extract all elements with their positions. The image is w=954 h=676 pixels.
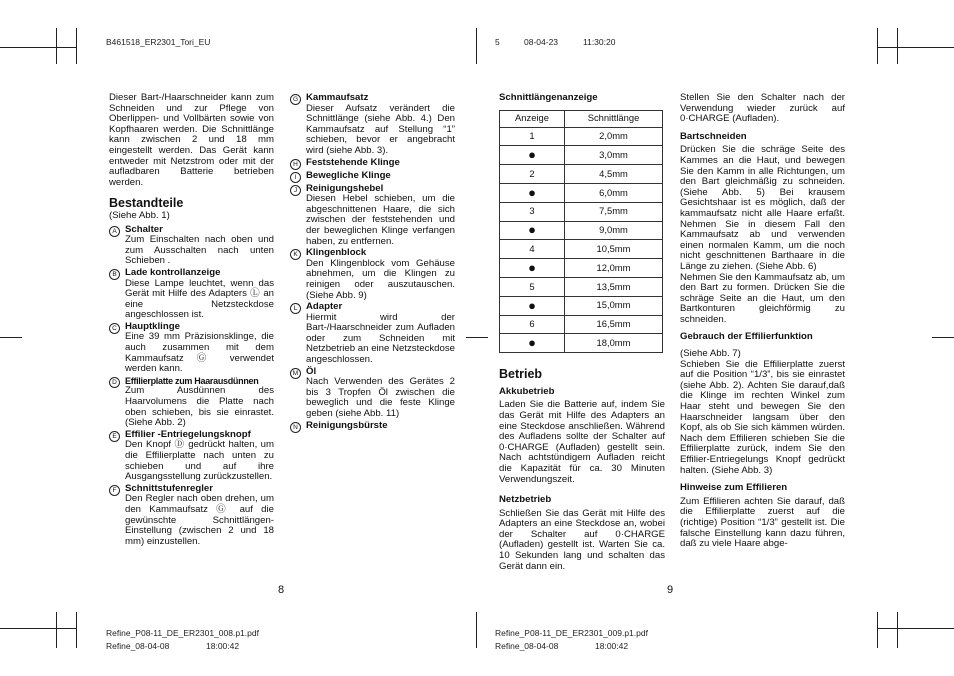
length-cell: 6,0mm xyxy=(564,183,662,202)
length-cell: 3,0mm xyxy=(564,146,662,165)
part-title: Effilierplatte zum Haarausdünnen xyxy=(125,375,259,386)
part-item xyxy=(290,248,455,301)
part-item xyxy=(109,322,274,375)
crop-mark xyxy=(932,337,954,338)
column-2 xyxy=(290,93,455,434)
indicator-cell: ● xyxy=(500,183,565,202)
table-row xyxy=(500,334,663,353)
length-cell: 13,5mm xyxy=(564,277,662,296)
part-item xyxy=(290,302,455,366)
crop-mark xyxy=(878,628,954,629)
table-row xyxy=(500,277,663,296)
part-description: Den Klingenblock vom Gehäuse abnehmen, um die Klingen zu reinigen oder auszutauschen. (Siehe Abb. 9) xyxy=(306,257,455,301)
indicator-cell: ● xyxy=(500,334,565,353)
section-title-betrieb: Betrieb xyxy=(499,367,543,382)
length-cell: 4,5mm xyxy=(564,165,662,184)
length-cell: 18,0mm xyxy=(564,334,662,353)
crop-mark xyxy=(76,28,77,64)
part-letter-badge: B xyxy=(109,269,120,280)
hinweis-paragraph: Zum Effilieren achten Sie darauf, daß die Effilierplatte zuerst auf die (richtige) Position “1/3” gestellt ist. Die falsche Einstellung kann dazu führen, daß zu viele Haare abge- xyxy=(680,495,845,550)
length-cell: 12,0mm xyxy=(564,259,662,278)
length-cell: 15,0mm xyxy=(564,296,662,315)
crop-mark xyxy=(0,628,76,629)
crop-mark xyxy=(897,612,898,648)
crop-mark xyxy=(76,612,77,648)
part-letter-badge: J xyxy=(290,185,301,196)
table-row xyxy=(500,221,663,240)
crop-mark xyxy=(897,28,898,64)
table-row xyxy=(500,146,663,165)
crop-mark xyxy=(878,47,954,48)
part-item xyxy=(290,367,455,420)
footer-date-right: Refine_08-04-08 xyxy=(495,641,559,651)
effil-subtitle: (Siehe Abb. 7) xyxy=(680,348,741,360)
subheading-bartschneiden: Bartschneiden xyxy=(680,130,747,142)
crop-mark xyxy=(466,337,488,338)
part-description: Nach Verwenden des Gerätes 2 bis 3 Tropfen Öl zwischen die beweglich und die feste Klinge geben (siehe Abb. 11) xyxy=(306,376,455,420)
indicator-cell: 2 xyxy=(500,165,565,184)
column-1 xyxy=(109,93,274,548)
part-title: Adapter xyxy=(306,301,343,313)
part-description: Zum Einschalten nach oben und zum Ausschalten nach unten Schieben . xyxy=(125,234,274,267)
footer-file-right: Refine_P08-11_DE_ER2301_009.p1.pdf xyxy=(495,628,648,638)
header-date: 08-04-23 xyxy=(524,37,559,47)
table-body xyxy=(500,127,663,353)
subheading-hinweise: Hinweise zum Effilieren xyxy=(680,482,788,494)
part-description: Eine 39 mm Präzisionsklinge, die auch zusammen mit dem Kammaufsatz Ⓖ verwendet werden kann. xyxy=(125,331,274,375)
section-title-bestandteile: Bestandteile xyxy=(109,196,184,211)
cut-length-table xyxy=(499,110,663,354)
length-cell: 2,0mm xyxy=(564,127,662,146)
table-title: Schnittlängenanzeige xyxy=(499,92,598,103)
akku-paragraph: Laden Sie die Batterie auf, indem Sie das Gerät mit Hilfe des Adapters an eine Steckdose anschließen. Während des Aufladens sollte der Schalter auf 0·CHARGE (Aufladen) gestellt sein. Nach achtstündigem Aufladen reicht die Kapazität für ca. 30 Minuten Verwendungszeit. xyxy=(499,399,665,485)
part-item xyxy=(290,184,455,248)
table-header-cell: Anzeige xyxy=(500,110,565,127)
table-row xyxy=(500,259,663,278)
part-title: Bewegliche Klinge xyxy=(306,169,391,181)
part-title: Kammaufsatz xyxy=(306,92,369,103)
part-title: Öl xyxy=(306,365,317,377)
length-cell: 16,5mm xyxy=(564,315,662,334)
table-row xyxy=(500,165,663,184)
parts-list-1 xyxy=(109,225,274,548)
crop-mark xyxy=(476,612,477,648)
part-letter-badge: G xyxy=(290,94,301,105)
part-description: Hiermit wird der Bart-/Haarschneider zum Aufladen oder zum Schneiden mit Netzbetrieb an eine Netzsteckdose angeschlossen. xyxy=(306,311,455,366)
part-title: Klingenblock xyxy=(306,247,367,259)
part-item xyxy=(290,93,455,157)
part-title: Feststehende Klinge xyxy=(306,156,400,168)
footer-time-right: 18:00:42 xyxy=(595,641,629,651)
part-letter-badge: I xyxy=(290,172,301,183)
part-item xyxy=(109,484,274,548)
part-description: Den Knopf Ⓓ gedrückt halten, um die Effilierplatte nach unten zu schieben und auf ihre Ausgangsstellung zurückzustellen. xyxy=(125,439,274,483)
table-header-cell: Schnittlänge xyxy=(564,110,662,127)
part-item xyxy=(109,268,274,321)
part-item xyxy=(290,158,455,170)
part-letter-badge: A xyxy=(109,226,120,237)
table-row xyxy=(500,183,663,202)
part-description: Dieser Aufsatz verändert die Schnittlänge (siehe Abb. 4.) Den Kammaufsatz auf Stellung “1” schieben, bevor er angebracht wird (siehe Abb. 3). xyxy=(306,102,455,156)
length-cell: 7,5mm xyxy=(564,202,662,221)
subheading-akkubetrieb: Akkubetrieb xyxy=(499,385,555,397)
crop-mark xyxy=(476,28,477,64)
indicator-cell: ● xyxy=(500,146,565,165)
indicator-cell: ● xyxy=(500,259,565,278)
part-description: Zum Ausdünnen des Haarvolumens die Platte nach oben schieben, bis sie einrastet. (Siehe Abb. 2) xyxy=(125,385,274,429)
indicator-cell: 3 xyxy=(500,202,565,221)
header-time: 11:30:20 xyxy=(583,37,616,47)
part-description: Diesen Hebel schieben, um die abgeschnittenen Haare, die sich zwischen der feststehenden und der beweglichen Klinge verfangen haben, zu entfernen. xyxy=(306,193,455,247)
indicator-cell: ● xyxy=(500,221,565,240)
part-description: Diese Lampe leuchtet, wenn das Gerät mit Hilfe des Adapters Ⓛ an eine Netzsteckdose angeschlossen ist. xyxy=(125,277,274,321)
header-code: B461518_ER2301_Tori_EU xyxy=(106,37,211,47)
part-letter-badge: K xyxy=(290,249,301,260)
part-title: Effilier -Entriegelungsknopf xyxy=(125,428,251,440)
effil-paragraph: Schieben Sie die Effilierplatte zuerst auf die Position “1/3”, bis sie einrastet (siehe Abb. 2). Achten Sie darauf,daß die Klinge im rechten Winkel zum Haar steht und bewegen Sie den Haarschneider langsam über den Kopf, als ob Sie sich kämmen würden. Nach dem Effilieren schieben Sie die Effilierplatte zurück, indem Sie den Effilier-Entriegelungs Knopf gedrückt halten. (Siehe Abb. 3) xyxy=(680,358,845,476)
column-3 xyxy=(499,93,665,578)
part-item xyxy=(109,225,274,267)
footer-date-left: Refine_08-04-08 xyxy=(106,641,170,651)
part-description: Den Regler nach oben drehen, um den Kammaufsatz Ⓖ auf die gewünschte Schnittlängen-Einstellung (zwischen 2 und 18 mm) einzustellen. xyxy=(125,493,274,547)
part-letter-badge: L xyxy=(290,303,301,314)
part-title: Hauptklinge xyxy=(125,320,180,332)
part-item xyxy=(290,421,455,433)
table-row xyxy=(500,127,663,146)
header-num: 5 xyxy=(495,37,500,47)
length-cell: 9,0mm xyxy=(564,221,662,240)
part-title: Reinigungshebel xyxy=(306,182,384,194)
crop-mark xyxy=(877,28,878,64)
column-4 xyxy=(680,93,845,556)
part-letter-badge: M xyxy=(290,368,301,379)
table-header-row xyxy=(500,110,663,127)
table-row xyxy=(500,315,663,334)
crop-mark xyxy=(877,612,878,648)
footer-time-left: 18:00:42 xyxy=(206,641,240,651)
part-letter-badge: D xyxy=(109,377,120,388)
part-letter-badge: N xyxy=(290,422,301,433)
intro-paragraph: Dieser Bart-/Haarschneider kann zum Schneiden und zur Pflege von Oberlippen- und Vollbärten sowie von Kopfhaaren werden. Die Schnittlänge kann zwischen 2 und 18 mm eingestellt werden. Das Gerät kann entweder mit Netzstrom oder mit der aufladbaren Batterie betrieben werden. xyxy=(109,92,274,188)
part-item xyxy=(290,171,455,183)
page-number-right: 9 xyxy=(667,584,674,596)
crop-mark xyxy=(0,47,76,48)
part-title: Schalter xyxy=(125,223,163,235)
indicator-cell: 1 xyxy=(500,127,565,146)
bart-paragraph-2: Nehmen Sie den Kammaufsatz ab, um den Bart zu formen. Drücken Sie die schräge Seite an die Haut, um den Bartkonturen gleichförmig zu schneiden. xyxy=(680,271,845,325)
table-row xyxy=(500,240,663,259)
part-title: Schnittstufenregler xyxy=(125,482,213,494)
part-item xyxy=(109,376,274,429)
table-row xyxy=(500,296,663,315)
page-number-left: 8 xyxy=(278,584,285,596)
indicator-cell: 4 xyxy=(500,240,565,259)
indicator-cell: 6 xyxy=(500,315,565,334)
part-title: Lade kontrollanzeige xyxy=(125,266,221,278)
bart-paragraph: Drücken Sie die schräge Seite des Kammes an die Haut, und bewegen Sie den Kamm in alle Richtungen, um den Bart gleichmäßig zu schneiden. (Siehe Abb. 5) Bei krausem Gesichtshaar ist es möglich, daß der kammaufsatz nicht alle Haare erfaßt. Nehmen Sie in diesem Fall den Kammaufsatz ab und verwenden einen normalen Kamm, um die noch nicht geschnittenen Barthaare in die Länge zu ziehen. (Siehe Abb. 6) xyxy=(680,144,845,272)
crop-mark xyxy=(0,337,22,338)
length-cell: 10,5mm xyxy=(564,240,662,259)
part-item xyxy=(109,430,274,483)
intro-paragraph: Stellen Sie den Schalter nach der Verwendung wieder zurück auf 0·CHARGE (Aufladen). xyxy=(680,92,845,125)
part-letter-badge: H xyxy=(290,159,301,170)
netz-paragraph: Schließen Sie das Gerät mit Hilfe des Adapters an eine Steckdose an, wobei der Schalter auf 0·CHARGE (Aufladen) gestellt ist. Warten Sie ca. 10 Sekunden lang und schalten das Gerät dann ein. xyxy=(499,507,665,572)
section-subtitle: (Siehe Abb. 1) xyxy=(109,209,170,221)
subheading-effilierfunktion: Gebrauch der Effilierfunktion xyxy=(680,331,813,343)
part-letter-badge: F xyxy=(109,485,120,496)
table-row xyxy=(500,202,663,221)
indicator-cell: 5 xyxy=(500,277,565,296)
part-letter-badge: E xyxy=(109,431,120,442)
crop-mark xyxy=(56,612,57,648)
part-title: Reinigungsbürste xyxy=(306,419,388,431)
crop-mark xyxy=(56,28,57,64)
subheading-netzbetrieb: Netzbetrieb xyxy=(499,494,552,506)
footer-file-left: Refine_P08-11_DE_ER2301_008.p1.pdf xyxy=(106,628,259,638)
indicator-cell: ● xyxy=(500,296,565,315)
part-letter-badge: C xyxy=(109,323,120,334)
